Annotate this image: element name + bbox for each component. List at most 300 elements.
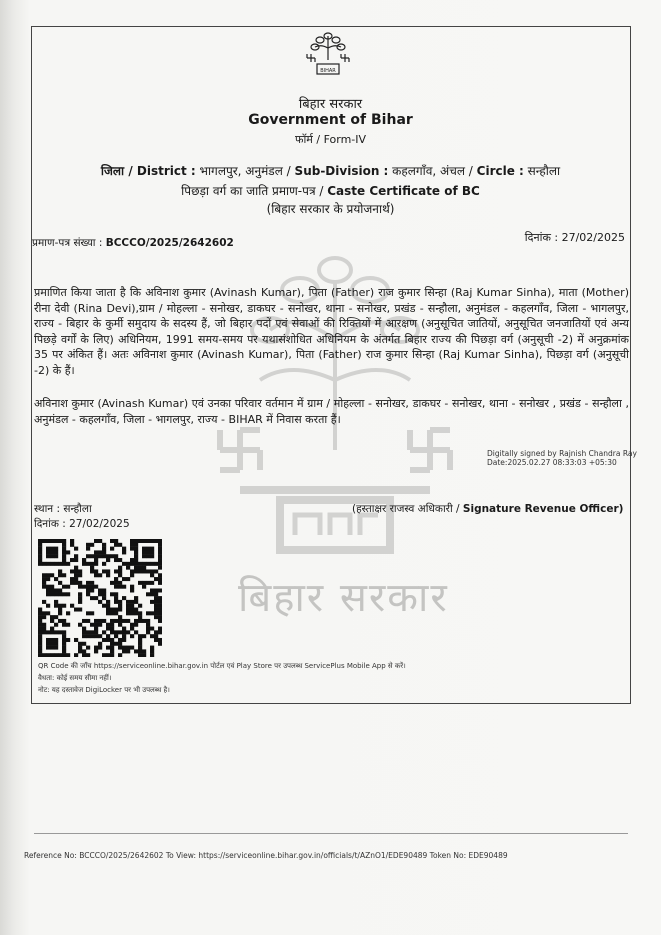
qr-module bbox=[90, 543, 94, 547]
qr-module bbox=[118, 604, 122, 608]
qr-module bbox=[138, 653, 142, 657]
qr-module bbox=[66, 611, 70, 615]
qr-module bbox=[82, 562, 86, 566]
qr-module bbox=[62, 573, 66, 577]
qr-module bbox=[154, 592, 158, 596]
qr-module bbox=[146, 562, 150, 566]
qr-module bbox=[134, 596, 138, 600]
qr-module bbox=[90, 562, 94, 566]
qr-module bbox=[50, 562, 54, 566]
qr-module bbox=[42, 585, 46, 589]
qr-module bbox=[78, 596, 82, 600]
district-label: जिला / District : bbox=[100, 164, 196, 178]
qr-module bbox=[150, 634, 154, 638]
qr-module bbox=[62, 646, 66, 650]
qr-module bbox=[146, 554, 150, 558]
qr-module bbox=[38, 550, 42, 554]
qr-module bbox=[90, 611, 94, 615]
validity-note: वैधता: कोई समय सीमा नहीं। bbox=[38, 674, 112, 682]
qr-module bbox=[54, 539, 58, 543]
qr-module bbox=[70, 543, 74, 547]
qr-module bbox=[106, 638, 110, 642]
qr-module bbox=[122, 627, 126, 631]
footer-reference: Reference No: BCCCO/2025/2642602 To View: https://serviceonline.bihar.gov.in/officials/t/AZnO1/EDE90489 Token No: EDE90489 bbox=[24, 851, 508, 860]
qr-module bbox=[50, 573, 54, 577]
qr-module bbox=[114, 608, 118, 612]
qr-module bbox=[38, 562, 42, 566]
qr-module bbox=[150, 611, 154, 615]
qr-module bbox=[70, 581, 74, 585]
qr-module bbox=[154, 634, 158, 638]
qr-module bbox=[158, 558, 162, 562]
subdivision-label: Sub-Division : bbox=[294, 164, 389, 178]
qr-module bbox=[42, 627, 46, 631]
qr-module bbox=[90, 630, 94, 634]
qr-module bbox=[114, 596, 118, 600]
qr-module bbox=[154, 638, 158, 642]
certificate-number-value: BCCCO/2025/2642602 bbox=[105, 237, 234, 249]
certificate-date-label: दिनांक : bbox=[524, 231, 562, 244]
qr-module bbox=[126, 562, 130, 566]
qr-code-icon bbox=[38, 539, 162, 657]
qr-module bbox=[150, 539, 154, 543]
digital-signature-date: Date:2025.02.27 08:33:03 +05:30 bbox=[487, 458, 617, 467]
qr-module bbox=[46, 638, 50, 642]
qr-module bbox=[42, 630, 46, 634]
qr-module bbox=[122, 630, 126, 634]
qr-module bbox=[102, 588, 106, 592]
qr-module bbox=[114, 619, 118, 623]
qr-module bbox=[74, 558, 78, 562]
qr-module bbox=[78, 581, 82, 585]
qr-module bbox=[130, 588, 134, 592]
qr-module bbox=[130, 569, 134, 573]
qr-module bbox=[122, 562, 126, 566]
place bbox=[34, 502, 92, 516]
qr-module bbox=[106, 611, 110, 615]
qr-module bbox=[46, 585, 50, 589]
qr-module bbox=[58, 581, 62, 585]
qr-module bbox=[58, 592, 62, 596]
qr-module bbox=[146, 623, 150, 627]
qr-module bbox=[134, 608, 138, 612]
circle-label: Circle : bbox=[476, 164, 524, 178]
qr-module bbox=[130, 543, 134, 547]
certificate-paragraph-1: प्रमाणित किया जाता है कि अविनाश कुमार (Avinash Kumar), पिता (Father) राज कुमार सिन्हा (Raj Kumar Sinha), माता (Mother) रीना देवी (Rina Devi),ग्राम / मोहल्ला - सनोखर, डाकघर - सनोखर, थाना - सनोखर, प्रखंड - सन्हौला, अनुमंडल - कहलगाँव, जिला - भागलपुर, राज्य - बिहार के कुर्मी समुदाय के सदस्य हैं, जो बिहार पदों एवं सेवाओं की रिक्तियों में आरक्षण (अनुसूचित जातियों, अनुसूचित जनजातियों एवं अन्य पिछड़े वर्गों के लिए) अधिनियम, 1991 समय-समय पर यथासंशोधित अधिनियम के अंतर्गत बिहार राज्य की पिछड़ा वर्ग (अनुसूची -2) में अनुक्रमांक 35 पर अंकित हैं। अतः अविनाश कुमार (Avinash Kumar), पिता (Father) राज कुमार सिन्हा (Raj Kumar Sinha), पिछड़ा वर्ग (अनुसूची -2) के हैं। bbox=[34, 286, 629, 377]
qr-module bbox=[38, 558, 42, 562]
qr-module bbox=[102, 638, 106, 642]
qr-module bbox=[158, 581, 162, 585]
qr-module bbox=[90, 596, 94, 600]
qr-module bbox=[130, 600, 134, 604]
qr-module bbox=[118, 653, 122, 657]
qr-module bbox=[46, 550, 50, 554]
qr-module bbox=[38, 646, 42, 650]
qr-module bbox=[82, 649, 86, 653]
qr-module bbox=[38, 615, 42, 619]
issue-date-value: 27/02/2025 bbox=[69, 518, 130, 530]
header-government-of-bihar: Government of Bihar bbox=[248, 112, 413, 128]
qr-module bbox=[102, 630, 106, 634]
qr-module bbox=[142, 581, 146, 585]
qr-module bbox=[114, 539, 118, 543]
qr-module bbox=[78, 623, 82, 627]
qr-module bbox=[42, 573, 46, 577]
qr-module bbox=[82, 585, 86, 589]
qr-module bbox=[102, 547, 106, 551]
qr-module bbox=[158, 554, 162, 558]
qr-module bbox=[150, 649, 154, 653]
qr-module bbox=[38, 539, 42, 543]
qr-module bbox=[62, 623, 66, 627]
qr-module bbox=[122, 638, 126, 642]
qr-module bbox=[94, 539, 98, 543]
qr-module bbox=[98, 623, 102, 627]
qr-module bbox=[142, 634, 146, 638]
qr-module bbox=[42, 600, 46, 604]
digital-signature-name: Digitally signed by Rajnish Chandra Ray bbox=[487, 449, 637, 458]
qr-module bbox=[94, 596, 98, 600]
qr-module bbox=[78, 573, 82, 577]
qr-module bbox=[114, 634, 118, 638]
qr-module bbox=[102, 550, 106, 554]
header-hindi-government: बिहार सरकार bbox=[298, 97, 363, 112]
qr-module bbox=[66, 562, 70, 566]
qr-module bbox=[134, 600, 138, 604]
qr-module bbox=[138, 581, 142, 585]
qr-module bbox=[130, 608, 134, 612]
qr-module bbox=[142, 539, 146, 543]
qr-module bbox=[146, 627, 150, 631]
qr-module bbox=[118, 615, 122, 619]
qr-module bbox=[50, 638, 54, 642]
qr-module bbox=[90, 588, 94, 592]
qr-module bbox=[74, 573, 78, 577]
qr-module bbox=[54, 554, 58, 558]
qr-module bbox=[38, 611, 42, 615]
qr-module bbox=[150, 550, 154, 554]
qr-module bbox=[110, 581, 114, 585]
qr-module bbox=[158, 543, 162, 547]
qr-module bbox=[90, 569, 94, 573]
qr-module bbox=[62, 543, 66, 547]
qr-module bbox=[50, 630, 54, 634]
qr-module bbox=[122, 577, 126, 581]
qr-module bbox=[62, 653, 66, 657]
qr-module bbox=[94, 569, 98, 573]
qr-module bbox=[138, 539, 142, 543]
qr-module bbox=[54, 592, 58, 596]
qr-module bbox=[114, 543, 118, 547]
qr-module bbox=[58, 619, 62, 623]
qr-module bbox=[62, 634, 66, 638]
subdivision-value: कहलगाँव, अंचल / bbox=[388, 164, 477, 178]
qr-module bbox=[114, 581, 118, 585]
place-value: सन्हौला bbox=[63, 503, 92, 515]
qr-module bbox=[106, 653, 110, 657]
qr-module bbox=[142, 569, 146, 573]
qr-module bbox=[98, 646, 102, 650]
qr-module bbox=[78, 592, 82, 596]
qr-module bbox=[106, 604, 110, 608]
qr-module bbox=[38, 653, 42, 657]
qr-module bbox=[58, 569, 62, 573]
certificate-paragraph-2: अविनाश कुमार (Avinash Kumar) एवं उनका परिवार वर्तमान में ग्राम / मोहल्ला - सनोखर, डाकघर - सनोखर, थाना - सनोखर , प्रखंड - सन्हौला , अनुमंडल - कहलगाँव, जिला - भागलपुर, राज्य - BIHAR में निवास करता हैं। bbox=[34, 397, 629, 426]
qr-module bbox=[58, 588, 62, 592]
qr-module bbox=[90, 566, 94, 570]
qr-module bbox=[46, 588, 50, 592]
qr-module bbox=[62, 554, 66, 558]
qr-module bbox=[142, 562, 146, 566]
qr-module bbox=[42, 615, 46, 619]
qr-module bbox=[118, 646, 122, 650]
qr-module bbox=[142, 619, 146, 623]
qr-module bbox=[130, 585, 134, 589]
qr-module bbox=[98, 554, 102, 558]
qr-module bbox=[86, 630, 90, 634]
qr-module bbox=[134, 554, 138, 558]
qr-module bbox=[134, 558, 138, 562]
qr-module bbox=[158, 604, 162, 608]
qr-module bbox=[122, 596, 126, 600]
digital-signature bbox=[487, 449, 637, 467]
qr-module bbox=[94, 550, 98, 554]
qr-module bbox=[134, 547, 138, 551]
qr-module bbox=[50, 653, 54, 657]
qr-module bbox=[58, 630, 62, 634]
qr-module bbox=[46, 611, 50, 615]
qr-module bbox=[158, 550, 162, 554]
qr-module bbox=[110, 642, 114, 646]
qr-module bbox=[78, 608, 82, 612]
qr-module bbox=[54, 646, 58, 650]
qr-module bbox=[82, 558, 86, 562]
qr-module bbox=[70, 539, 74, 543]
qr-module bbox=[118, 623, 122, 627]
qr-module bbox=[82, 634, 86, 638]
qr-module bbox=[38, 623, 42, 627]
qr-module bbox=[62, 619, 66, 623]
bihar-emblem-icon bbox=[303, 30, 353, 76]
qr-module bbox=[134, 619, 138, 623]
qr-module bbox=[94, 634, 98, 638]
svg-text:BIHAR: BIHAR bbox=[320, 68, 336, 74]
qr-module bbox=[42, 653, 46, 657]
qr-module bbox=[58, 562, 62, 566]
qr-module bbox=[134, 543, 138, 547]
qr-module bbox=[150, 581, 154, 585]
qr-module bbox=[106, 608, 110, 612]
qr-module bbox=[98, 550, 102, 554]
qr-module bbox=[138, 649, 142, 653]
qr-module bbox=[38, 543, 42, 547]
qr-module bbox=[146, 611, 150, 615]
qr-module bbox=[62, 604, 66, 608]
qr-module bbox=[150, 569, 154, 573]
qr-module bbox=[38, 627, 42, 631]
qr-module bbox=[54, 615, 58, 619]
qr-module bbox=[158, 600, 162, 604]
qr-module bbox=[62, 539, 66, 543]
qr-module bbox=[110, 646, 114, 650]
qr-module bbox=[94, 573, 98, 577]
header-district-line bbox=[0, 162, 661, 179]
qr-module bbox=[122, 547, 126, 551]
issue-date-label: दिनांक : bbox=[34, 518, 70, 530]
qr-module bbox=[74, 638, 78, 642]
qr-module bbox=[138, 604, 142, 608]
qr-module bbox=[94, 627, 98, 631]
qr-module bbox=[138, 642, 142, 646]
qr-module bbox=[158, 630, 162, 634]
qr-module bbox=[134, 550, 138, 554]
qr-module bbox=[158, 608, 162, 612]
qr-module bbox=[46, 642, 50, 646]
qr-module bbox=[38, 630, 42, 634]
qr-module bbox=[114, 554, 118, 558]
qr-module bbox=[150, 653, 154, 657]
qr-module bbox=[142, 585, 146, 589]
qr-module bbox=[126, 608, 130, 612]
qr-module bbox=[46, 539, 50, 543]
qr-module bbox=[38, 634, 42, 638]
qr-module bbox=[130, 634, 134, 638]
qr-module bbox=[102, 604, 106, 608]
qr-module bbox=[86, 581, 90, 585]
qr-module bbox=[74, 581, 78, 585]
qr-module bbox=[106, 558, 110, 562]
qr-module bbox=[98, 634, 102, 638]
qr-module bbox=[102, 554, 106, 558]
qr-module bbox=[46, 592, 50, 596]
qr-module bbox=[134, 566, 138, 570]
qr-module bbox=[114, 569, 118, 573]
qr-module bbox=[42, 562, 46, 566]
qr-module bbox=[70, 604, 74, 608]
qr-module bbox=[114, 642, 118, 646]
qr-module bbox=[110, 630, 114, 634]
qr-module bbox=[66, 638, 70, 642]
qr-module bbox=[118, 573, 122, 577]
qr-module bbox=[90, 623, 94, 627]
qr-module bbox=[78, 646, 82, 650]
qr-module bbox=[118, 558, 122, 562]
qr-module bbox=[154, 539, 158, 543]
qr-module bbox=[54, 547, 58, 551]
qr-module bbox=[146, 550, 150, 554]
qr-module bbox=[118, 608, 122, 612]
qr-module bbox=[150, 547, 154, 551]
qr-module bbox=[110, 611, 114, 615]
qr-module bbox=[130, 604, 134, 608]
qr-module bbox=[138, 569, 142, 573]
qr-module bbox=[94, 623, 98, 627]
qr-module bbox=[102, 562, 106, 566]
qr-module bbox=[42, 539, 46, 543]
qr-module bbox=[90, 554, 94, 558]
qr-module bbox=[46, 554, 50, 558]
qr-module bbox=[86, 588, 90, 592]
qr-module bbox=[98, 539, 102, 543]
qr-module bbox=[98, 588, 102, 592]
qr-module bbox=[50, 627, 54, 631]
qr-module bbox=[138, 611, 142, 615]
qr-module bbox=[86, 585, 90, 589]
qr-module bbox=[130, 623, 134, 627]
qr-module bbox=[126, 600, 130, 604]
qr-module bbox=[62, 630, 66, 634]
qr-module bbox=[74, 577, 78, 581]
qr-module bbox=[86, 653, 90, 657]
qr-module bbox=[158, 615, 162, 619]
circle-value: सन्हौला bbox=[523, 164, 561, 178]
qr-module bbox=[54, 630, 58, 634]
qr-module bbox=[146, 581, 150, 585]
qr-module bbox=[62, 547, 66, 551]
qr-module bbox=[110, 608, 114, 612]
qr-module bbox=[126, 611, 130, 615]
qr-module bbox=[110, 619, 114, 623]
qr-module bbox=[158, 547, 162, 551]
qr-module bbox=[138, 566, 142, 570]
qr-module bbox=[82, 642, 86, 646]
qr-module bbox=[86, 543, 90, 547]
qr-module bbox=[142, 566, 146, 570]
qr-module bbox=[134, 623, 138, 627]
qr-module bbox=[142, 649, 146, 653]
qr-module bbox=[42, 577, 46, 581]
qr-module bbox=[46, 547, 50, 551]
qr-module bbox=[106, 627, 110, 631]
qr-module bbox=[158, 596, 162, 600]
qr-module bbox=[54, 577, 58, 581]
certificate-title-hindi: पिछड़ा वर्ग का जाति प्रमाण-पत्र / bbox=[181, 184, 328, 198]
qr-module bbox=[150, 600, 154, 604]
qr-module bbox=[62, 592, 66, 596]
qr-module bbox=[90, 585, 94, 589]
certificate-number bbox=[32, 236, 234, 250]
qr-module bbox=[130, 573, 134, 577]
qr-module bbox=[66, 592, 70, 596]
qr-module bbox=[146, 539, 150, 543]
qr-module bbox=[58, 539, 62, 543]
qr-module bbox=[42, 581, 46, 585]
qr-module bbox=[106, 646, 110, 650]
qr-module bbox=[58, 573, 62, 577]
qr-module bbox=[58, 653, 62, 657]
qr-module bbox=[118, 566, 122, 570]
qr-module bbox=[94, 649, 98, 653]
footer-divider bbox=[34, 833, 628, 834]
qr-module bbox=[66, 585, 70, 589]
qr-module bbox=[62, 558, 66, 562]
qr-module bbox=[154, 588, 158, 592]
qr-module bbox=[154, 630, 158, 634]
certificate-title bbox=[0, 182, 661, 199]
qr-module bbox=[150, 592, 154, 596]
qr-module bbox=[54, 642, 58, 646]
qr-module bbox=[86, 554, 90, 558]
qr-module bbox=[154, 611, 158, 615]
qr-module bbox=[126, 649, 130, 653]
qr-module bbox=[134, 539, 138, 543]
qr-module bbox=[114, 585, 118, 589]
qr-module bbox=[86, 619, 90, 623]
qr-module bbox=[102, 592, 106, 596]
qr-module bbox=[154, 569, 158, 573]
qr-module bbox=[98, 573, 102, 577]
qr-module bbox=[114, 630, 118, 634]
